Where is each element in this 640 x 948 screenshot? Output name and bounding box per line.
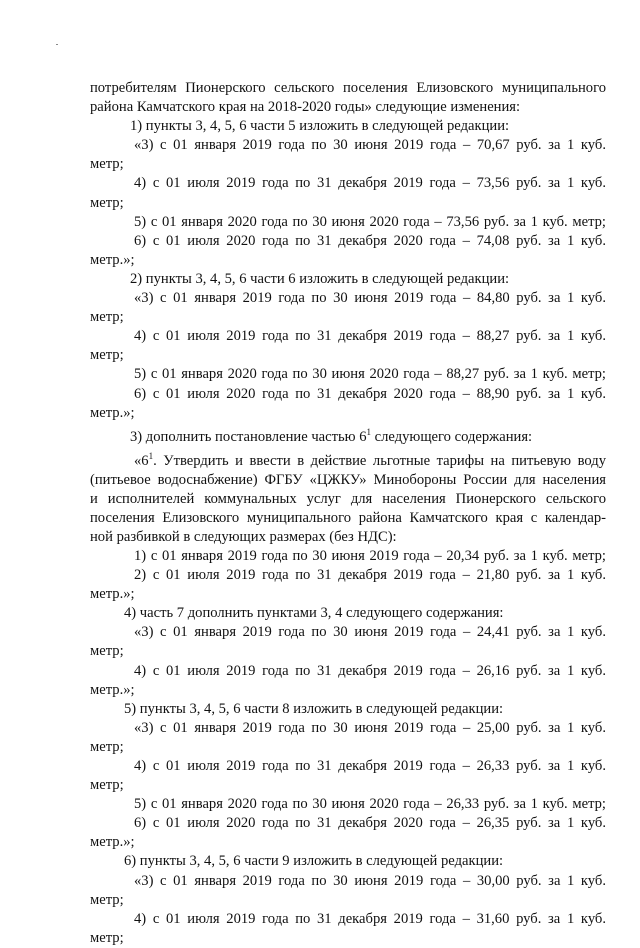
text-line: 4) часть 7 дополнить пунктами 3, 4 следующего содержания: — [124, 605, 504, 622]
text-line: 2) пункты 3, 4, 5, 6 части 6 изложить в следующей редакции: — [130, 270, 510, 287]
scan-speck — [56, 44, 58, 45]
text-line: метр; — [90, 347, 124, 364]
text-line: «3) с 01 января 2019 года по 30 июня 2019 года – 30,00 руб. за 1 куб. — [134, 872, 606, 889]
superscript: 1 — [366, 426, 371, 437]
text-line: метр; — [90, 194, 124, 211]
document-body — [90, 79, 606, 948]
text-line: метр; — [90, 156, 124, 173]
text-line: 3) дополнить постановление частью $6^1$ следующего содержания: — [130, 426, 533, 445]
text-line: метр; — [90, 738, 124, 755]
text-line: 1) пункты 3, 4, 5, 6 части 5 изложить в следующей редакции: — [130, 118, 510, 135]
text-line: «3) с 01 января 2019 года по 30 июня 2019 года – 25,00 руб. за 1 куб. — [134, 719, 606, 736]
text-line: метр; — [90, 777, 124, 794]
text-line: 5) с 01 января 2020 года по 30 июня 2020 года – 73,56 руб. за 1 куб. метр; — [134, 213, 606, 230]
text-line: поселения Елизовского муниципального района Камчатского края с календар- — [90, 509, 606, 526]
text-line: метр; — [90, 929, 124, 946]
text-line: 6) с 01 июля 2020 года по 31 декабря 2020 года – 26,35 руб. за 1 куб. — [134, 815, 606, 832]
text-line: метр.»; — [90, 681, 135, 698]
text-line: метр.»; — [90, 834, 135, 851]
text-line: 4) с 01 июля 2019 года по 31 декабря 2019 года – 31,60 руб. за 1 куб. — [134, 910, 606, 927]
text-line: 6) с 01 июля 2020 года по 31 декабря 2020 года – 74,08 руб. за 1 куб. — [134, 232, 606, 249]
text-line: и исполнителей коммунальных услуг для населения Пионерского сельского — [90, 490, 606, 507]
text-line: 5) пункты 3, 4, 5, 6 части 8 изложить в следующей редакции: — [124, 700, 504, 717]
text-line: 5) с 01 января 2020 года по 30 июня 2020 года – 88,27 руб. за 1 куб. метр; — [134, 366, 606, 383]
text-line: 4) с 01 июля 2019 года по 31 декабря 2019 года – 26,33 руб. за 1 куб. — [134, 758, 606, 774]
text-line: ной разбивкой в следующих размерах (без НДС): — [90, 528, 397, 545]
text-line: метр.»; — [90, 586, 135, 603]
text-line: 4) с 01 июля 2019 года по 31 декабря 2019 года – 88,27 руб. за 1 куб. — [134, 328, 606, 345]
text-line: метр; — [90, 891, 124, 908]
text-line: метр.»; — [90, 404, 135, 421]
text-line: района Камчатского края на 2018-2020 годы» следующие изменения: — [90, 99, 521, 116]
text-line: «3) с 01 января 2019 года по 30 июня 2019 года – 84,80 руб. за 1 куб. — [134, 290, 606, 307]
text-line: метр.»; — [90, 251, 135, 268]
text-line: метр; — [90, 643, 124, 660]
text-line: 1) с 01 января 2019 года по 30 июня 2019 года – 20,34 руб. за 1 куб. метр; — [134, 547, 606, 564]
text-line: 5) с 01 января 2020 года по 30 июня 2020 года – 26,33 руб. за 1 куб. метр; — [134, 796, 606, 813]
text-line: потребителям Пионерского сельского поселения Елизовского муниципального — [90, 80, 606, 96]
text-line: метр; — [90, 309, 124, 326]
text-line: «$6^1$. Утвердить и ввести в действие льготные тарифы на питьевую воду — [134, 450, 606, 469]
superscript: 1 — [148, 450, 154, 461]
text-line: 4) с 01 июля 2019 года по 31 декабря 2019 года – 26,16 руб. за 1 куб. — [134, 662, 606, 679]
text-line: 4) с 01 июля 2019 года по 31 декабря 2019 года – 73,56 руб. за 1 куб. — [134, 175, 606, 192]
text-line: (питьевое водоснабжение) ФГБУ «ЦЖКУ» Минобороны России для населения — [90, 471, 606, 488]
text-line: 6) пункты 3, 4, 5, 6 части 9 изложить в следующей редакции: — [124, 853, 504, 870]
text-line: «3) с 01 января 2019 года по 30 июня 2019 года – 70,67 руб. за 1 куб. — [134, 137, 606, 154]
text-line: 6) с 01 июля 2020 года по 31 декабря 2020 года – 88,90 руб. за 1 куб. — [134, 385, 606, 402]
text-line: 2) с 01 июля 2019 года по 31 декабря 2019 года – 21,80 руб. за 1 куб. — [134, 567, 606, 584]
text-line: «3) с 01 января 2019 года по 30 июня 2019 года – 24,41 руб. за 1 куб. — [134, 624, 606, 641]
